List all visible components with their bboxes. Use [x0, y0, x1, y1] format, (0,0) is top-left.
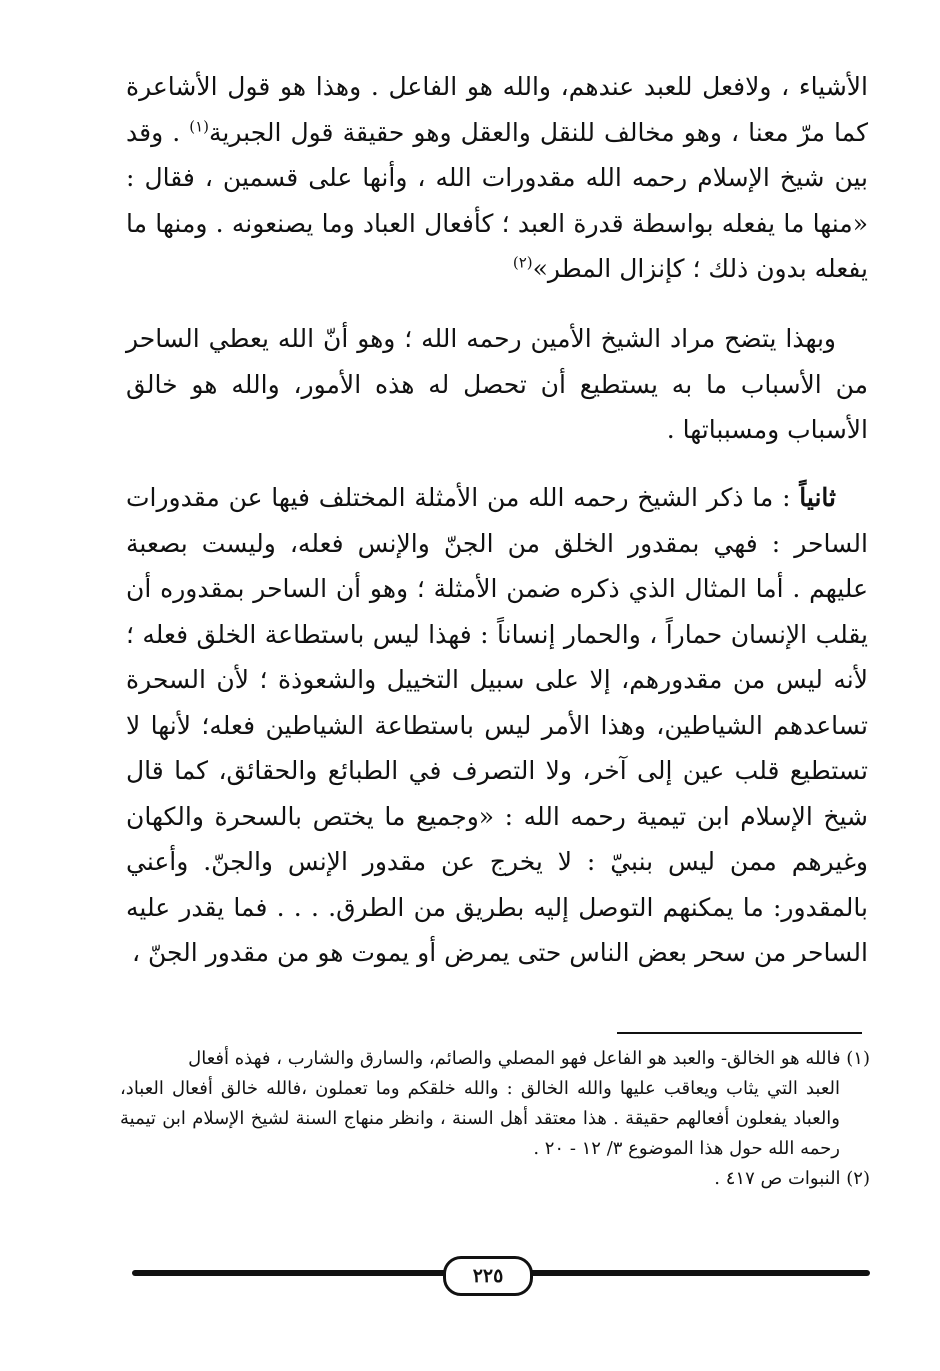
footnote-1-continued: العبد التي يثاب ويعاقب عليها والله الخالق : والله خلقكم وما تعملون ،فالله خالق أفعال العباد، والعباد يفعلون أفعالهم حقيقة . هذا معتقد أهل السنة ، وانظر منهاج السنة لشيخ الإسلام ابن تيمية رحمه الله حول هذا الموضوع ٣/ ١٢ - ٢٠ . — [120, 1078, 840, 1159]
footnote-ref-1: (١) — [189, 117, 210, 136]
footnote-ref-2: (٢) — [512, 253, 533, 272]
folio-rule-right — [520, 1270, 870, 1276]
footnote-1: (١) فالله هو الخالق- والعبد هو الفاعل فهو المصلي والصائم، والسارق والشارب ، فهذه أفعال — [188, 1048, 870, 1069]
folio-rule-left — [132, 1270, 450, 1276]
paragraph-2 — [126, 316, 868, 453]
paragraph-3-text: : ما ذكر الشيخ رحمه الله من الأمثلة المختلف فيها عن مقدورات الساحر : فهي بمقدور الخلق من الجنّ والإنس فعله، وليست بصعبة عليهم . أما المثال الذي ذكره ضمن الأمثلة ؛ وهو أن الساحر بمقدوره أن يقلب الإنسان حماراً ، والحمار إنساناً : فهذا ليس باستطاعة الخلق فعله ؛ لأنه ليس من مقدورهم، إلا على سبيل التخييل والشعوذة ؛ لأن السحرة تساعدهم الشياطين، وهذا الأمر ليس باستطاعة الشياطين فعله؛ لأنها لا تستطيع قلب عين إلى آخر، ولا التصرف في الطبائع والحقائق، كما قال شيخ الإسلام ابن تيمية رحمه الله : «وجميع ما يختص بالسحرة والكهان وغيرهم ممن ليس بنبيّ : لا يخرج عن مقدور الإنس والجنّ. وأعني بالمقدور: ما يمكنهم التوصل إليه بطريق من الطرق. . . . فما يقدر عليه الساحر من سحر بعض الناس حتى يمرض أو يموت هو من مقدور الجنّ ، — [126, 483, 868, 967]
footnote-2: (٢) النبوات ص ٤١٧ . — [714, 1168, 870, 1189]
paragraph-3 — [126, 475, 868, 976]
paragraph-1-text-b: . وقد بين شيخ الإسلام رحمه الله مقدورات الله ، وأنها على قسمين ، فقال : «منها ما يفعله بواسطة قدرة العبد ؛ كأفعال العباد وما يصنعونه . ومنها ما يفعله بدون ذلك ؛ كإنزال المطر» — [126, 117, 868, 283]
paragraph-1-text-a: الأشياء ، ولافعل للعبد عندهم، والله هو الفاعل . وهذا هو قول الأشاعرة كما مرّ معنا ، وهو مخالف للنقل والعقل وهو حقيقة قول الجبرية — [126, 72, 868, 147]
footnote-separator — [617, 1032, 862, 1034]
footnotes — [120, 1044, 870, 1194]
paragraph-1 — [126, 64, 868, 292]
paragraph-2-text: وبهذا يتضح مراد الشيخ الأمين رحمه الله ؛ وهو أنّ الله يعطي الساحر من الأسباب ما به يستطيع أن تحصل له هذه الأمور، والله هو خالق الأسباب ومسبباتها . — [126, 324, 868, 444]
paragraph-3-lead: ثانياً — [799, 483, 836, 512]
page-number: ٢٢٥ — [443, 1256, 533, 1296]
